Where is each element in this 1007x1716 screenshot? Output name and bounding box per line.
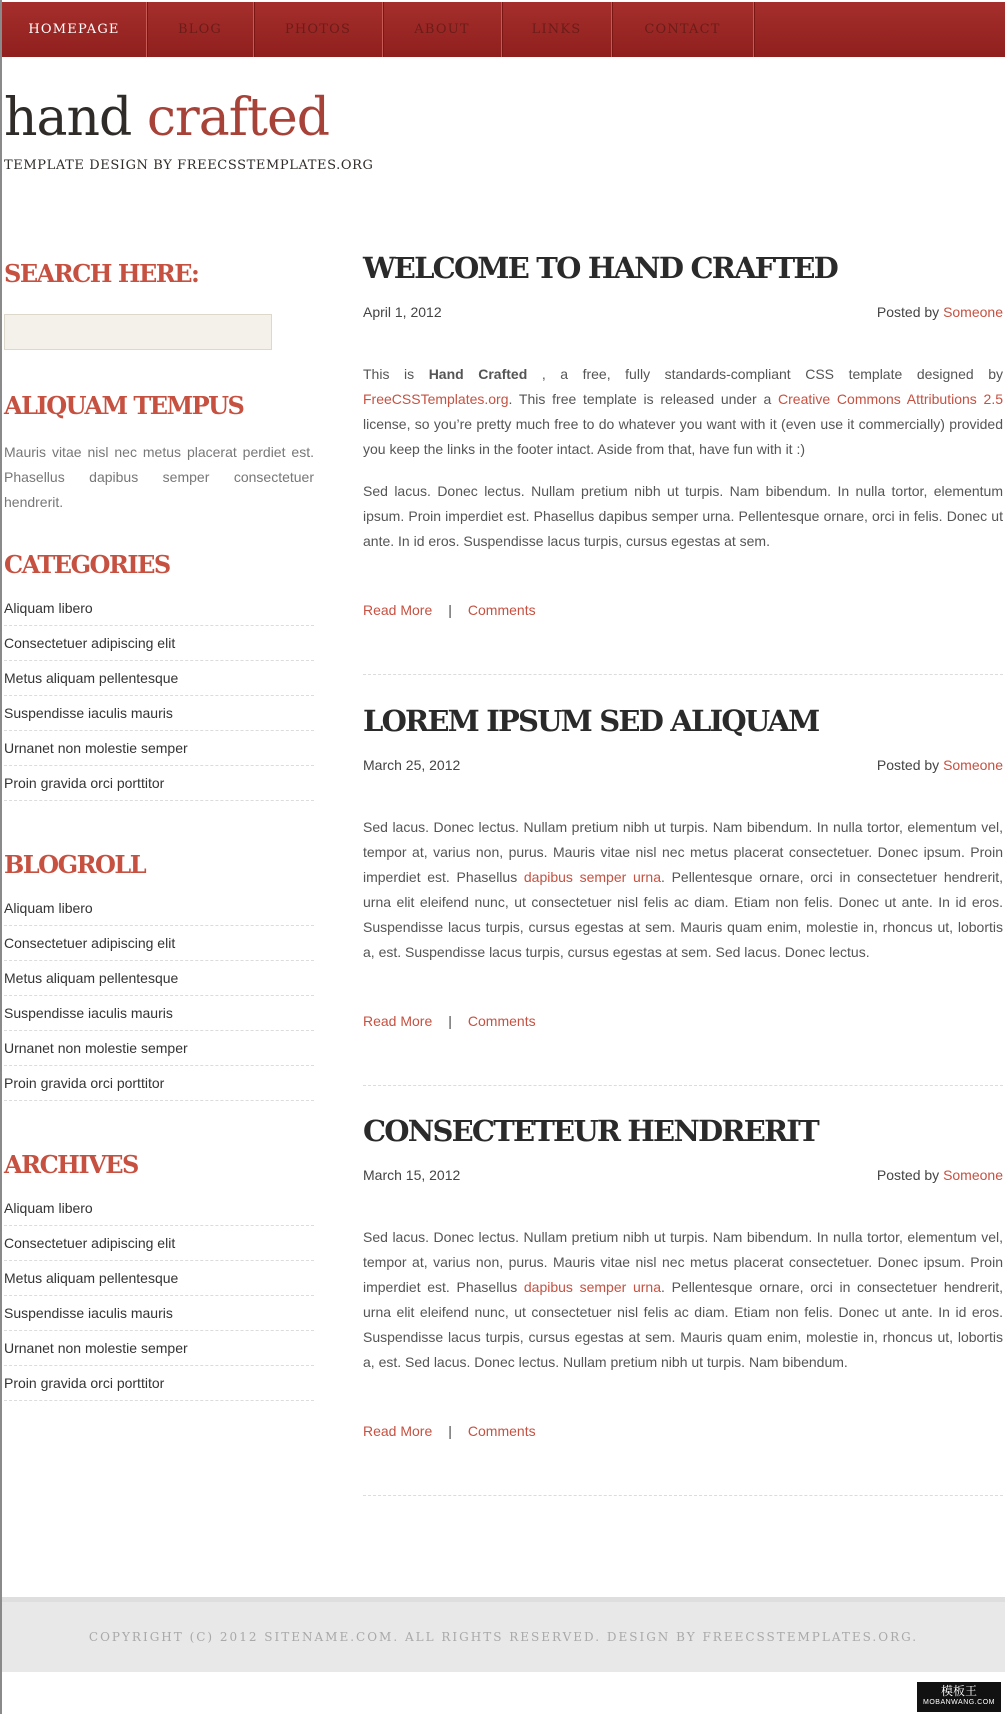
- text-span: . Pellentesque ornare, orci in consectetuer hendrerit, urna elit eleifend nunc, ut consectetuer nisl felis ac diam. Etiam non felis. Donec ut ante. In id eros. Suspendisse lacus turpis, cursus egestas at sem. Mauris quam enim, molestie in, rhoncus ut, lobortis a, est. Sed lacus. Donec lectus. Nullam pretium nibh ut turpis. Nam bibendum.: [363, 1279, 1004, 1370]
- read-more-link[interactable]: Read More: [363, 1423, 433, 1439]
- archive-link[interactable]: Proin gravida orci porttitor: [4, 1366, 314, 1401]
- post-divider: [363, 674, 1003, 675]
- archive-link[interactable]: Metus aliquam pellentesque: [4, 1261, 314, 1296]
- top-nav: [2, 2, 1005, 57]
- posted-by: [877, 1167, 1003, 1183]
- post-3: [363, 1111, 1003, 1439]
- footer-copyright: COPYRIGHT (C) 2012 SITENAME.COM. ALL RIGHTS RESERVED. DESIGN BY FREECSSTEMPLATES.ORG.: [88, 1630, 919, 1644]
- inline-link[interactable]: dapibus semper urna: [523, 869, 661, 885]
- post-meta: [363, 304, 1003, 326]
- posted-by-label: Posted by: [876, 304, 940, 320]
- read-more-link[interactable]: Read More: [363, 602, 433, 618]
- blogroll-link[interactable]: Consectetuer adipiscing elit: [4, 926, 314, 961]
- search-heading: SEARCH HERE:: [4, 259, 199, 288]
- post-date: April 1, 2012: [363, 304, 442, 320]
- post-links: [363, 602, 1003, 618]
- freecsstemplates-link[interactable]: FreeCSSTemplates.org: [363, 391, 509, 407]
- separator: |: [448, 1013, 452, 1029]
- comments-link[interactable]: Comments: [467, 602, 536, 618]
- categories-heading: CATEGORIES: [4, 550, 170, 579]
- site-logo[interactable]: [4, 88, 329, 148]
- post-body: [363, 362, 1003, 554]
- post-date: March 25, 2012: [363, 757, 461, 773]
- posted-by-label: Posted by: [876, 757, 940, 773]
- blogroll-link[interactable]: Proin gravida orci porttitor: [4, 1066, 314, 1101]
- creative-commons-link[interactable]: Creative Commons Attributions 2.5: [778, 391, 1003, 407]
- nav-blog[interactable]: BLOG: [147, 2, 254, 57]
- post-links: [363, 1013, 1003, 1029]
- nav-contact[interactable]: CONTACT: [612, 2, 754, 57]
- post-paragraph: Sed lacus. Donec lectus. Nullam pretium nibh ut turpis. Nam bibendum. In nulla tortor, elementum ipsum. Proin imperdiet est. Phasellus dapibus semper urna. Pellentesque ornare, orci in felis. Donec ut ante. In id eros. Suspendisse lacus turpis, cursus egestas at sem.: [363, 483, 1003, 549]
- text-span: . This free template is released under a: [508, 391, 772, 407]
- logo-word-hand: hand: [4, 88, 132, 148]
- posted-by-label: Posted by: [876, 1167, 940, 1183]
- separator: |: [448, 1423, 452, 1439]
- bold-text: Hand Crafted: [428, 366, 528, 382]
- sidebar: [4, 258, 314, 1401]
- about-heading: ALIQUAM TEMPUS: [4, 391, 244, 420]
- nav-about[interactable]: ABOUT: [383, 2, 502, 57]
- blogroll-link[interactable]: Urnanet non molestie semper: [4, 1031, 314, 1066]
- post-paragraph: [363, 1225, 1003, 1375]
- post-1: [363, 248, 1003, 618]
- post-body: [363, 815, 1003, 965]
- post-meta: [363, 1167, 1003, 1189]
- archives-heading: ARCHIVES: [4, 1150, 138, 1179]
- category-link[interactable]: Urnanet non molestie semper: [4, 731, 314, 766]
- post-divider: [363, 1085, 1003, 1086]
- posted-by: [877, 757, 1003, 773]
- nav-photos[interactable]: PHOTOS: [254, 2, 383, 57]
- author-link[interactable]: Someone: [943, 1167, 1003, 1183]
- category-link[interactable]: Proin gravida orci porttitor: [4, 766, 314, 801]
- post-title[interactable]: CONSECTETEUR HENDRERIT: [363, 1114, 818, 1148]
- text-span: This is: [363, 366, 415, 382]
- nav-homepage[interactable]: HOMEPAGE: [2, 2, 147, 57]
- blogroll-link[interactable]: Metus aliquam pellentesque: [4, 961, 314, 996]
- post-paragraph: [363, 815, 1003, 965]
- category-link[interactable]: Consectetuer adipiscing elit: [4, 626, 314, 661]
- blogroll-link[interactable]: Aliquam libero: [4, 891, 314, 926]
- inline-link[interactable]: dapibus semper urna: [523, 1279, 661, 1295]
- post-2: [363, 701, 1003, 1029]
- comments-link[interactable]: Comments: [467, 1013, 536, 1029]
- post-body: [363, 1225, 1003, 1375]
- category-link[interactable]: Suspendisse iaculis mauris: [4, 696, 314, 731]
- watermark-line2: MOBANWANG.COM: [923, 1699, 995, 1706]
- archives-list: [4, 1191, 314, 1401]
- blogroll-list: [4, 891, 314, 1101]
- text-span: license, so you’re pretty much free to do whatever you want with it (even use it commercially) provided you keep the links in the footer intact. Aside from that, have fun with it :): [363, 416, 1003, 457]
- categories-list: [4, 591, 314, 801]
- watermark-line1: 模板王: [940, 1684, 977, 1698]
- logo-word-crafted: crafted: [146, 88, 329, 148]
- category-link[interactable]: Metus aliquam pellentesque: [4, 661, 314, 696]
- post-title[interactable]: WELCOME TO HAND CRAFTED: [363, 251, 838, 285]
- archive-link[interactable]: Consectetuer adipiscing elit: [4, 1226, 314, 1261]
- post-title[interactable]: LOREM IPSUM SED ALIQUAM: [363, 704, 819, 738]
- category-link[interactable]: Aliquam libero: [4, 591, 314, 626]
- text-span: Sed lacus. Donec lectus. Nullam pretium nibh ut turpis. Nam bibendum. In nulla tortor, elementum vel, tempor at, varius non, purus. Mauris vitae nisl nec metus placerat consectetuer. Donec ipsum. Proin imperdiet est. Phasellus: [363, 1229, 1003, 1295]
- post-meta: [363, 757, 1003, 779]
- read-more-link[interactable]: Read More: [363, 1013, 433, 1029]
- text-span: Sed lacus. Donec lectus. Nullam pretium nibh ut turpis. Nam bibendum. In nulla tortor, elementum vel, tempor at, varius non, purus. Mauris vitae nisl nec metus placerat consectetuer. Donec ipsum. Proin imperdiet est. Phasellus: [363, 819, 1003, 885]
- archive-link[interactable]: Urnanet non molestie semper: [4, 1331, 314, 1366]
- text-span: . Pellentesque ornare, orci in consectetuer hendrerit, urna elit eleifend nunc, ut consectetuer nisl felis ac diam. Etiam non felis. Donec ut ante. In id eros. Suspendisse lacus turpis, cursus egestas at sem. Mauris quam enim, molestie in, rhoncus ut, lobortis a, est. Suspendisse lacus turpis, cursus egestas at sem. Sed lacus. Donec lectus.: [363, 869, 1004, 960]
- blogroll-link[interactable]: Suspendisse iaculis mauris: [4, 996, 314, 1031]
- posted-by: [877, 304, 1003, 320]
- archive-link[interactable]: Suspendisse iaculis mauris: [4, 1296, 314, 1331]
- post-date: March 15, 2012: [363, 1167, 461, 1183]
- author-link[interactable]: Someone: [943, 304, 1003, 320]
- watermark-badge: [917, 1682, 1001, 1712]
- post-links: [363, 1423, 1003, 1439]
- archive-link[interactable]: Aliquam libero: [4, 1191, 314, 1226]
- post-divider: [363, 1495, 1003, 1496]
- text-span: , a free, fully standards-compliant CSS template designed by: [541, 366, 1003, 382]
- about-text: Mauris vitae nisl nec metus placerat perdiet est. Phasellus dapibus semper consectetuer hendrerit.: [4, 444, 314, 510]
- site-tagline: TEMPLATE DESIGN BY FREECSSTEMPLATES.ORG: [4, 158, 374, 173]
- post-paragraph: [363, 362, 1003, 462]
- nav-links[interactable]: LINKS: [502, 2, 612, 57]
- comments-link[interactable]: Comments: [467, 1423, 536, 1439]
- blogroll-heading: BLOGROLL: [4, 850, 146, 879]
- author-link[interactable]: Someone: [943, 757, 1003, 773]
- separator: |: [448, 602, 452, 618]
- search-input[interactable]: [4, 314, 272, 350]
- footer: [2, 1602, 1005, 1672]
